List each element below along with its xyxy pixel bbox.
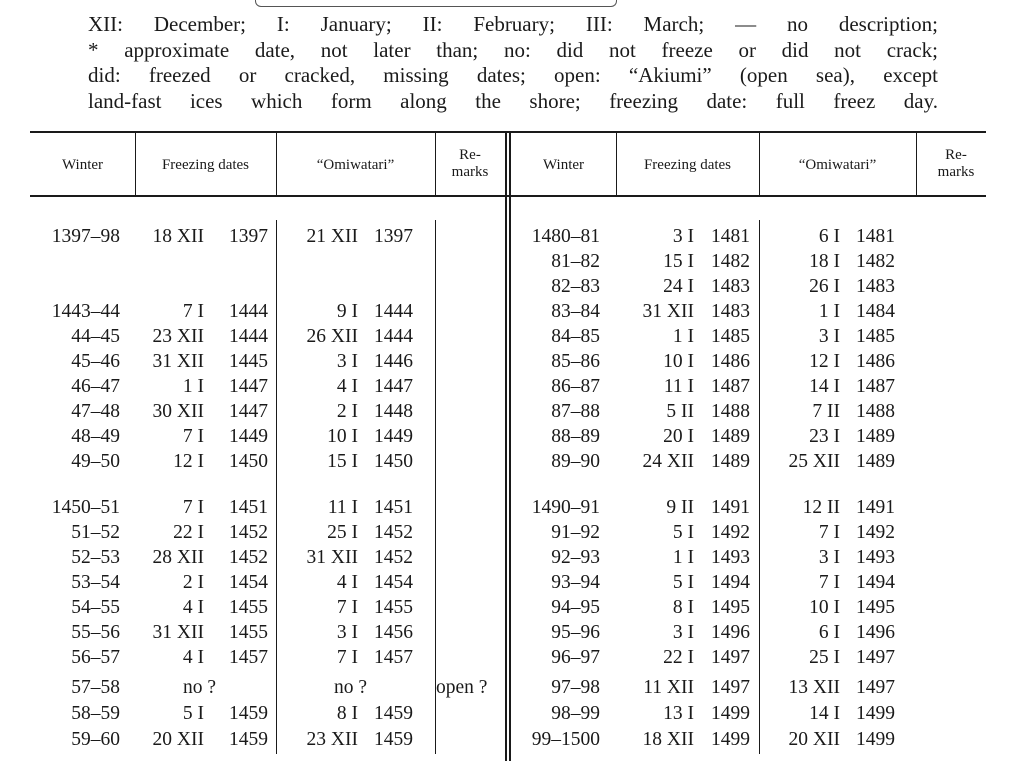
winter-cell: 52–53 (71, 547, 120, 568)
omiwatari-year-cell: 1447 (374, 376, 413, 397)
winter-cell: 92–93 (551, 547, 600, 568)
legend-line: * approximate date, not later than; no: did not freeze or did not crack; (88, 37, 938, 62)
winter-cell: 94–95 (551, 597, 600, 618)
winter-cell: 49–50 (71, 451, 120, 472)
freezing-date-cell: 31 XII (152, 351, 204, 372)
omiwatari-year-cell: 1485 (856, 326, 895, 347)
omiwatari-date-cell: 20 XII (788, 729, 840, 750)
freezing-date-cell: 8 I (672, 597, 694, 618)
header-remarks-line: marks (937, 164, 975, 180)
freezing-year-cell: 1497 (711, 677, 750, 698)
omiwatari-year-cell: 1492 (856, 522, 895, 543)
winter-cell: 53–54 (71, 572, 120, 593)
winter-cell: 81–82 (551, 251, 600, 272)
freezing-year-cell: 1452 (229, 547, 268, 568)
freezing-date-cell: 23 XII (152, 326, 204, 347)
omiwatari-year-cell: 1459 (374, 703, 413, 724)
omiwatari-year-cell: 1499 (856, 729, 895, 750)
freezing-year-cell: 1455 (229, 597, 268, 618)
freezing-year-cell: 1494 (711, 572, 750, 593)
winter-cell: 56–57 (71, 647, 120, 668)
omiwatari-date-cell: 25 I (327, 522, 358, 543)
omiwatari-year-cell: 1457 (374, 647, 413, 668)
legend (88, 12, 938, 114)
winter-cell: 54–55 (71, 597, 120, 618)
header-remarks-line: Re- (459, 147, 481, 163)
winter-cell: 1480–81 (531, 226, 600, 247)
omiwatari-date-cell: 14 I (809, 703, 840, 724)
freezing-date-cell: 31 XII (152, 622, 204, 643)
winter-cell: 96–97 (551, 647, 600, 668)
omiwatari-date-cell: 4 I (336, 376, 358, 397)
omiwatari-date-cell: 25 I (809, 647, 840, 668)
winter-cell: 87–88 (551, 401, 600, 422)
header-remarks-line: marks (451, 164, 489, 180)
omiwatari-year-cell: 1459 (374, 729, 413, 750)
freezing-year-cell: 1486 (711, 351, 750, 372)
omiwatari-year-cell: 1494 (856, 572, 895, 593)
freezing-year-cell: 1455 (229, 622, 268, 643)
freezing-date-cell: 20 XII (152, 729, 204, 750)
omiwatari-date-cell: no ? (334, 677, 368, 698)
winter-cell: 51–52 (71, 522, 120, 543)
legend-line: land-fast ices which form along the shore; freezing date: full freez day. (88, 88, 938, 113)
omiwatari-year-cell: 1497 (856, 647, 895, 668)
freezing-year-cell: 1454 (229, 572, 268, 593)
freezing-date-cell: 18 XII (152, 226, 204, 247)
winter-cell: 1450–51 (51, 497, 120, 518)
winter-cell: 46–47 (71, 376, 120, 397)
legend-line: did: freezed or cracked, missing dates; open: “Akiumi” (open sea), except (88, 63, 938, 87)
freezing-date-cell: 24 I (663, 276, 694, 297)
omiwatari-year-cell: 1449 (374, 426, 413, 447)
freezing-year-cell: 1489 (711, 451, 750, 472)
omiwatari-date-cell: 7 I (336, 597, 358, 618)
omiwatari-year-cell: 1499 (856, 703, 895, 724)
omiwatari-year-cell: 1493 (856, 547, 895, 568)
winter-cell: 95–96 (551, 622, 600, 643)
omiwatari-year-cell: 1491 (856, 497, 895, 518)
freezing-year-cell: 1447 (229, 401, 268, 422)
omiwatari-year-cell: 1455 (374, 597, 413, 618)
winter-cell: 99–1500 (531, 729, 600, 750)
freezing-date-cell: 20 I (663, 426, 694, 447)
omiwatari-year-cell: 1486 (856, 351, 895, 372)
freezing-date-cell: 28 XII (152, 547, 204, 568)
freezing-date-cell: 2 I (182, 572, 204, 593)
omiwatari-year-cell: 1452 (374, 547, 413, 568)
freezing-year-cell: 1496 (711, 622, 750, 643)
freezing-date-cell: 5 I (182, 703, 204, 724)
omiwatari-year-cell: 1454 (374, 572, 413, 593)
freezing-date-cell: 18 XII (642, 729, 694, 750)
omiwatari-date-cell: 10 I (327, 426, 358, 447)
freezing-year-cell: 1488 (711, 401, 750, 422)
omiwatari-date-cell: 7 II (812, 401, 840, 422)
remarks-cell: open ? (436, 677, 488, 698)
omiwatari-date-cell: 18 I (809, 251, 840, 272)
omiwatari-year-cell: 1446 (374, 351, 413, 372)
omiwatari-date-cell: 10 I (809, 597, 840, 618)
omiwatari-year-cell: 1481 (856, 226, 895, 247)
winter-cell: 97–98 (551, 677, 600, 698)
freezing-year-cell: 1483 (711, 276, 750, 297)
freezing-year-cell: 1459 (229, 703, 268, 724)
winter-cell: 48–49 (71, 426, 120, 447)
freezing-year-cell: 1485 (711, 326, 750, 347)
omiwatari-date-cell: 13 XII (788, 677, 840, 698)
freezing-year-cell: 1492 (711, 522, 750, 543)
freezing-year-cell: 1459 (229, 729, 268, 750)
omiwatari-date-cell: 1 I (818, 301, 840, 322)
winter-cell: 44–45 (71, 326, 120, 347)
freezing-year-cell: 1452 (229, 522, 268, 543)
omiwatari-date-cell: 6 I (818, 622, 840, 643)
omiwatari-date-cell: 7 I (818, 572, 840, 593)
freezing-year-cell: 1447 (229, 376, 268, 397)
omiwatari-date-cell: 9 I (336, 301, 358, 322)
freezing-date-cell: 3 I (672, 226, 694, 247)
omiwatari-year-cell: 1456 (374, 622, 413, 643)
freezing-date-cell: 7 I (182, 426, 204, 447)
header-remarks (916, 147, 996, 181)
winter-cell: 1443–44 (51, 301, 120, 322)
freezing-year-cell: 1483 (711, 301, 750, 322)
winter-cell: 85–86 (551, 351, 600, 372)
winter-cell: 89–90 (551, 451, 600, 472)
clipped-caption-box (255, 0, 617, 7)
omiwatari-date-cell: 4 I (336, 572, 358, 593)
header-winter: Winter (542, 157, 585, 173)
omiwatari-date-cell: 7 I (336, 647, 358, 668)
omiwatari-year-cell: 1489 (856, 451, 895, 472)
table-top-rule (30, 131, 986, 133)
freezing-date-cell: 4 I (182, 647, 204, 668)
freezing-date-cell: 7 I (182, 301, 204, 322)
freezing-date-cell: 4 I (182, 597, 204, 618)
winter-cell: 58–59 (71, 703, 120, 724)
freezing-date-cell: 5 I (672, 522, 694, 543)
freezing-year-cell: 1487 (711, 376, 750, 397)
freezing-year-cell: 1444 (229, 301, 268, 322)
omiwatari-date-cell: 3 I (336, 351, 358, 372)
column-divider (759, 220, 760, 754)
omiwatari-date-cell: 23 I (809, 426, 840, 447)
freezing-date-cell: 24 XII (642, 451, 694, 472)
freezing-year-cell: 1499 (711, 703, 750, 724)
winter-cell: 1490–91 (531, 497, 600, 518)
omiwatari-year-cell: 1483 (856, 276, 895, 297)
omiwatari-year-cell: 1495 (856, 597, 895, 618)
freezing-date-cell: 22 I (663, 647, 694, 668)
omiwatari-year-cell: 1487 (856, 376, 895, 397)
omiwatari-date-cell: 3 I (818, 547, 840, 568)
freezing-date-cell: 11 XII (643, 677, 694, 698)
freezing-date-cell: 3 I (672, 622, 694, 643)
winter-cell: 86–87 (551, 376, 600, 397)
freezing-date-cell: 11 I (663, 376, 694, 397)
freezing-year-cell: 1444 (229, 326, 268, 347)
winter-cell: 82–83 (551, 276, 600, 297)
omiwatari-year-cell: 1452 (374, 522, 413, 543)
header-omiwatari: “Omiwatari” (316, 157, 395, 173)
freezing-year-cell: 1450 (229, 451, 268, 472)
freezing-date-cell: 1 I (182, 376, 204, 397)
winter-cell: 88–89 (551, 426, 600, 447)
omiwatari-date-cell: 26 XII (306, 326, 358, 347)
winter-cell: 93–94 (551, 572, 600, 593)
winter-cell: 55–56 (71, 622, 120, 643)
freezing-date-cell: 31 XII (642, 301, 694, 322)
freezing-year-cell: 1495 (711, 597, 750, 618)
omiwatari-year-cell: 1482 (856, 251, 895, 272)
winter-cell: 47–48 (71, 401, 120, 422)
winter-cell: 91–92 (551, 522, 600, 543)
freezing-year-cell: 1497 (711, 647, 750, 668)
legend-line: XII: December; I: January; II: February; III: March; — no description; (88, 12, 938, 36)
column-divider (435, 220, 436, 754)
omiwatari-year-cell: 1451 (374, 497, 413, 518)
omiwatari-date-cell: 12 I (809, 351, 840, 372)
winter-cell: 59–60 (71, 729, 120, 750)
omiwatari-year-cell: 1488 (856, 401, 895, 422)
winter-cell: 45–46 (71, 351, 120, 372)
freezing-year-cell: 1493 (711, 547, 750, 568)
header-remarks (435, 147, 505, 181)
omiwatari-year-cell: 1444 (374, 301, 413, 322)
freezing-year-cell: 1451 (229, 497, 268, 518)
freezing-date-cell: 13 I (663, 703, 694, 724)
freezing-year-cell: 1491 (711, 497, 750, 518)
omiwatari-year-cell: 1448 (374, 401, 413, 422)
omiwatari-year-cell: 1450 (374, 451, 413, 472)
winter-cell: 83–84 (551, 301, 600, 322)
freezing-date-cell: 10 I (663, 351, 694, 372)
omiwatari-date-cell: 14 I (809, 376, 840, 397)
freezing-year-cell: 1445 (229, 351, 268, 372)
freezing-year-cell: 1449 (229, 426, 268, 447)
freezing-date-cell: 1 I (672, 547, 694, 568)
winter-cell: 84–85 (551, 326, 600, 347)
omiwatari-year-cell: 1496 (856, 622, 895, 643)
omiwatari-date-cell: 31 XII (306, 547, 358, 568)
omiwatari-year-cell: 1397 (374, 226, 413, 247)
header-winter: Winter (61, 157, 104, 173)
omiwatari-year-cell: 1444 (374, 326, 413, 347)
winter-cell: 57–58 (71, 677, 120, 698)
winter-cell: 1397–98 (51, 226, 120, 247)
omiwatari-date-cell: 2 I (336, 401, 358, 422)
omiwatari-date-cell: 26 I (809, 276, 840, 297)
freezing-date-cell: 15 I (663, 251, 694, 272)
freezing-date-cell: 12 I (173, 451, 204, 472)
header-omiwatari: “Omiwatari” (798, 157, 877, 173)
omiwatari-date-cell: 7 I (818, 522, 840, 543)
header-remarks-line: Re- (945, 147, 967, 163)
freezing-date-cell: no ? (183, 677, 217, 698)
freezing-date-cell: 22 I (173, 522, 204, 543)
freezing-year-cell: 1499 (711, 729, 750, 750)
column-divider (276, 220, 277, 754)
winter-cell: 98–99 (551, 703, 600, 724)
omiwatari-date-cell: 23 XII (306, 729, 358, 750)
omiwatari-year-cell: 1489 (856, 426, 895, 447)
omiwatari-date-cell: 8 I (336, 703, 358, 724)
freezing-year-cell: 1457 (229, 647, 268, 668)
freezing-year-cell: 1397 (229, 226, 268, 247)
table-header-rule (30, 195, 986, 197)
omiwatari-date-cell: 15 I (327, 451, 358, 472)
omiwatari-date-cell: 3 I (336, 622, 358, 643)
freezing-year-cell: 1489 (711, 426, 750, 447)
freezing-date-cell: 9 II (666, 497, 694, 518)
freezing-date-cell: 5 I (672, 572, 694, 593)
freezing-date-cell: 1 I (672, 326, 694, 347)
freezing-date-cell: 5 II (666, 401, 694, 422)
freezing-year-cell: 1482 (711, 251, 750, 272)
omiwatari-date-cell: 3 I (818, 326, 840, 347)
omiwatari-date-cell: 12 II (802, 497, 840, 518)
omiwatari-date-cell: 11 I (327, 497, 358, 518)
omiwatari-date-cell: 6 I (818, 226, 840, 247)
omiwatari-date-cell: 21 XII (306, 226, 358, 247)
omiwatari-year-cell: 1497 (856, 677, 895, 698)
freezing-year-cell: 1481 (711, 226, 750, 247)
omiwatari-date-cell: 25 XII (788, 451, 840, 472)
omiwatari-year-cell: 1484 (856, 301, 895, 322)
header-freezing-dates: Freezing dates (161, 157, 250, 173)
freezing-date-cell: 30 XII (152, 401, 204, 422)
freezing-date-cell: 7 I (182, 497, 204, 518)
header-freezing-dates: Freezing dates (643, 157, 732, 173)
